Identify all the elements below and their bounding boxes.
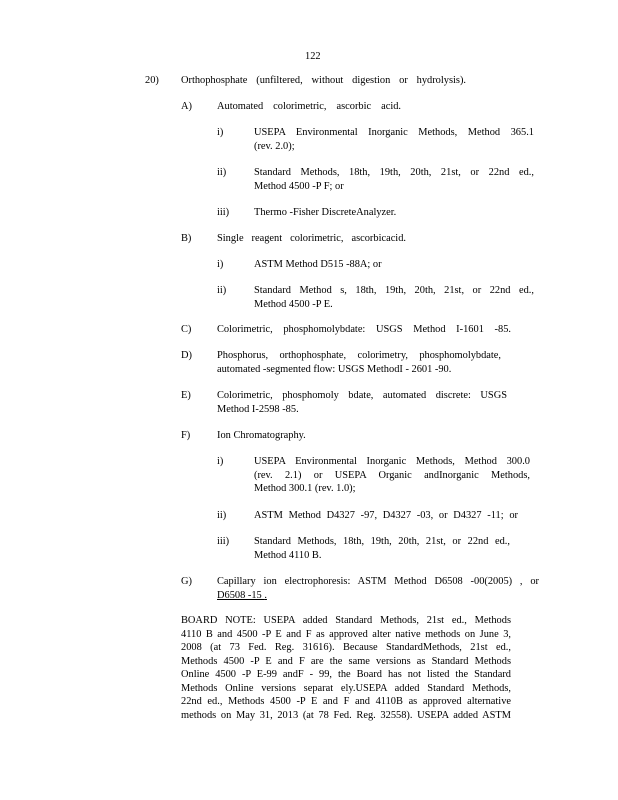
f-iii-label: iii)	[217, 536, 230, 547]
a-iii-label: iii)	[217, 207, 230, 218]
section-a-text: Automated colorimetric, ascorbic acid.	[217, 101, 401, 112]
a-iii-text: Thermo -Fisher DiscreteAnalyzer.	[254, 207, 397, 218]
section-d-label: D)	[181, 350, 192, 361]
f-i-label: i)	[217, 456, 224, 467]
section-c-text: Colorimetric, phosphomolybdate: USGS Method I-1601 -85.	[217, 324, 511, 335]
f-i-text: USEPA Environmental Inorganic Methods, Method 300.0 (rev. 2.1) or USEPA Organic andInorganic Methods, Method 300.1 (rev. 1.0);	[254, 456, 530, 494]
item-title: Orthophosphate (unfiltered, without digestion or hydrolysis).	[181, 75, 466, 86]
section-g-text: Capillary ion electrophoresis: ASTM Method D6508 -00(2005) , or D6508 -15 .	[217, 576, 539, 601]
item-number: 20)	[145, 75, 159, 86]
b-ii-text: Standard Method s, 18th, 19th, 20th, 21st, or 22nd ed., Method 4500 -P E.	[254, 285, 534, 310]
f-ii-label: ii)	[217, 510, 227, 521]
a-i-text: USEPA Environmental Inorganic Methods, Method 365.1 (rev. 2.0);	[254, 127, 534, 152]
a-ii-label: ii)	[217, 167, 227, 178]
section-e-text: Colorimetric, phosphomoly bdate, automated discrete: USGS Method I-2598 -85.	[217, 390, 507, 415]
section-d-text: Phosphorus, orthophosphate, colorimetry, phosphomolybdate, automated -segmented flow: USGS MethodI - 2601 -90.	[217, 350, 501, 375]
section-f-text: Ion Chromatography.	[217, 430, 306, 441]
b-ii-label: ii)	[217, 285, 227, 296]
section-b-label: B)	[181, 233, 192, 244]
section-e-label: E)	[181, 390, 191, 401]
f-iii-text: Standard Methods, 18th, 19th, 20th, 21st, or 22nd ed., Method 4110 B.	[254, 536, 510, 561]
section-c-label: C)	[181, 324, 192, 335]
section-a-label: A)	[181, 101, 192, 112]
page-number: 122	[305, 51, 321, 62]
section-f-label: F)	[181, 430, 191, 441]
a-i-label: i)	[217, 127, 224, 138]
b-i-label: i)	[217, 259, 224, 270]
b-i-text: ASTM Method D515 -88A; or	[254, 259, 382, 270]
section-g-label: G)	[181, 576, 192, 587]
a-ii-text: Standard Methods, 18th, 19th, 20th, 21st, or 22nd ed., Method 4500 -P F; or	[254, 167, 534, 192]
f-ii-text: ASTM Method D4327 -97, D4327 -03, or D4327 -11; or	[254, 510, 518, 521]
underlined-insertion: D6508 -15	[217, 589, 265, 601]
board-note: BOARD NOTE: USEPA added Standard Methods, 21st ed., Methods 4110 B and 4500 -P E and F as approved alter native methods on June 3, 2008 (at 73 Fed. Reg. 31616). Because StandardMethods, 21st ed., Methods 4500 -P E and F are the same versions as Standard Methods Online 4500 -P E-99 andF - 99, the Board has not listed the Standard Methods Online versions separat ely.USEPA added Standard Methods, 22nd ed., Methods 4500 -P E and F and 4110B as approved alternative methods on May 31, 2013 (at 78 Fed. Reg. 32558). USEPA added ASTM	[181, 615, 511, 721]
section-b-text: Single reagent colorimetric, ascorbicacid.	[217, 233, 406, 244]
